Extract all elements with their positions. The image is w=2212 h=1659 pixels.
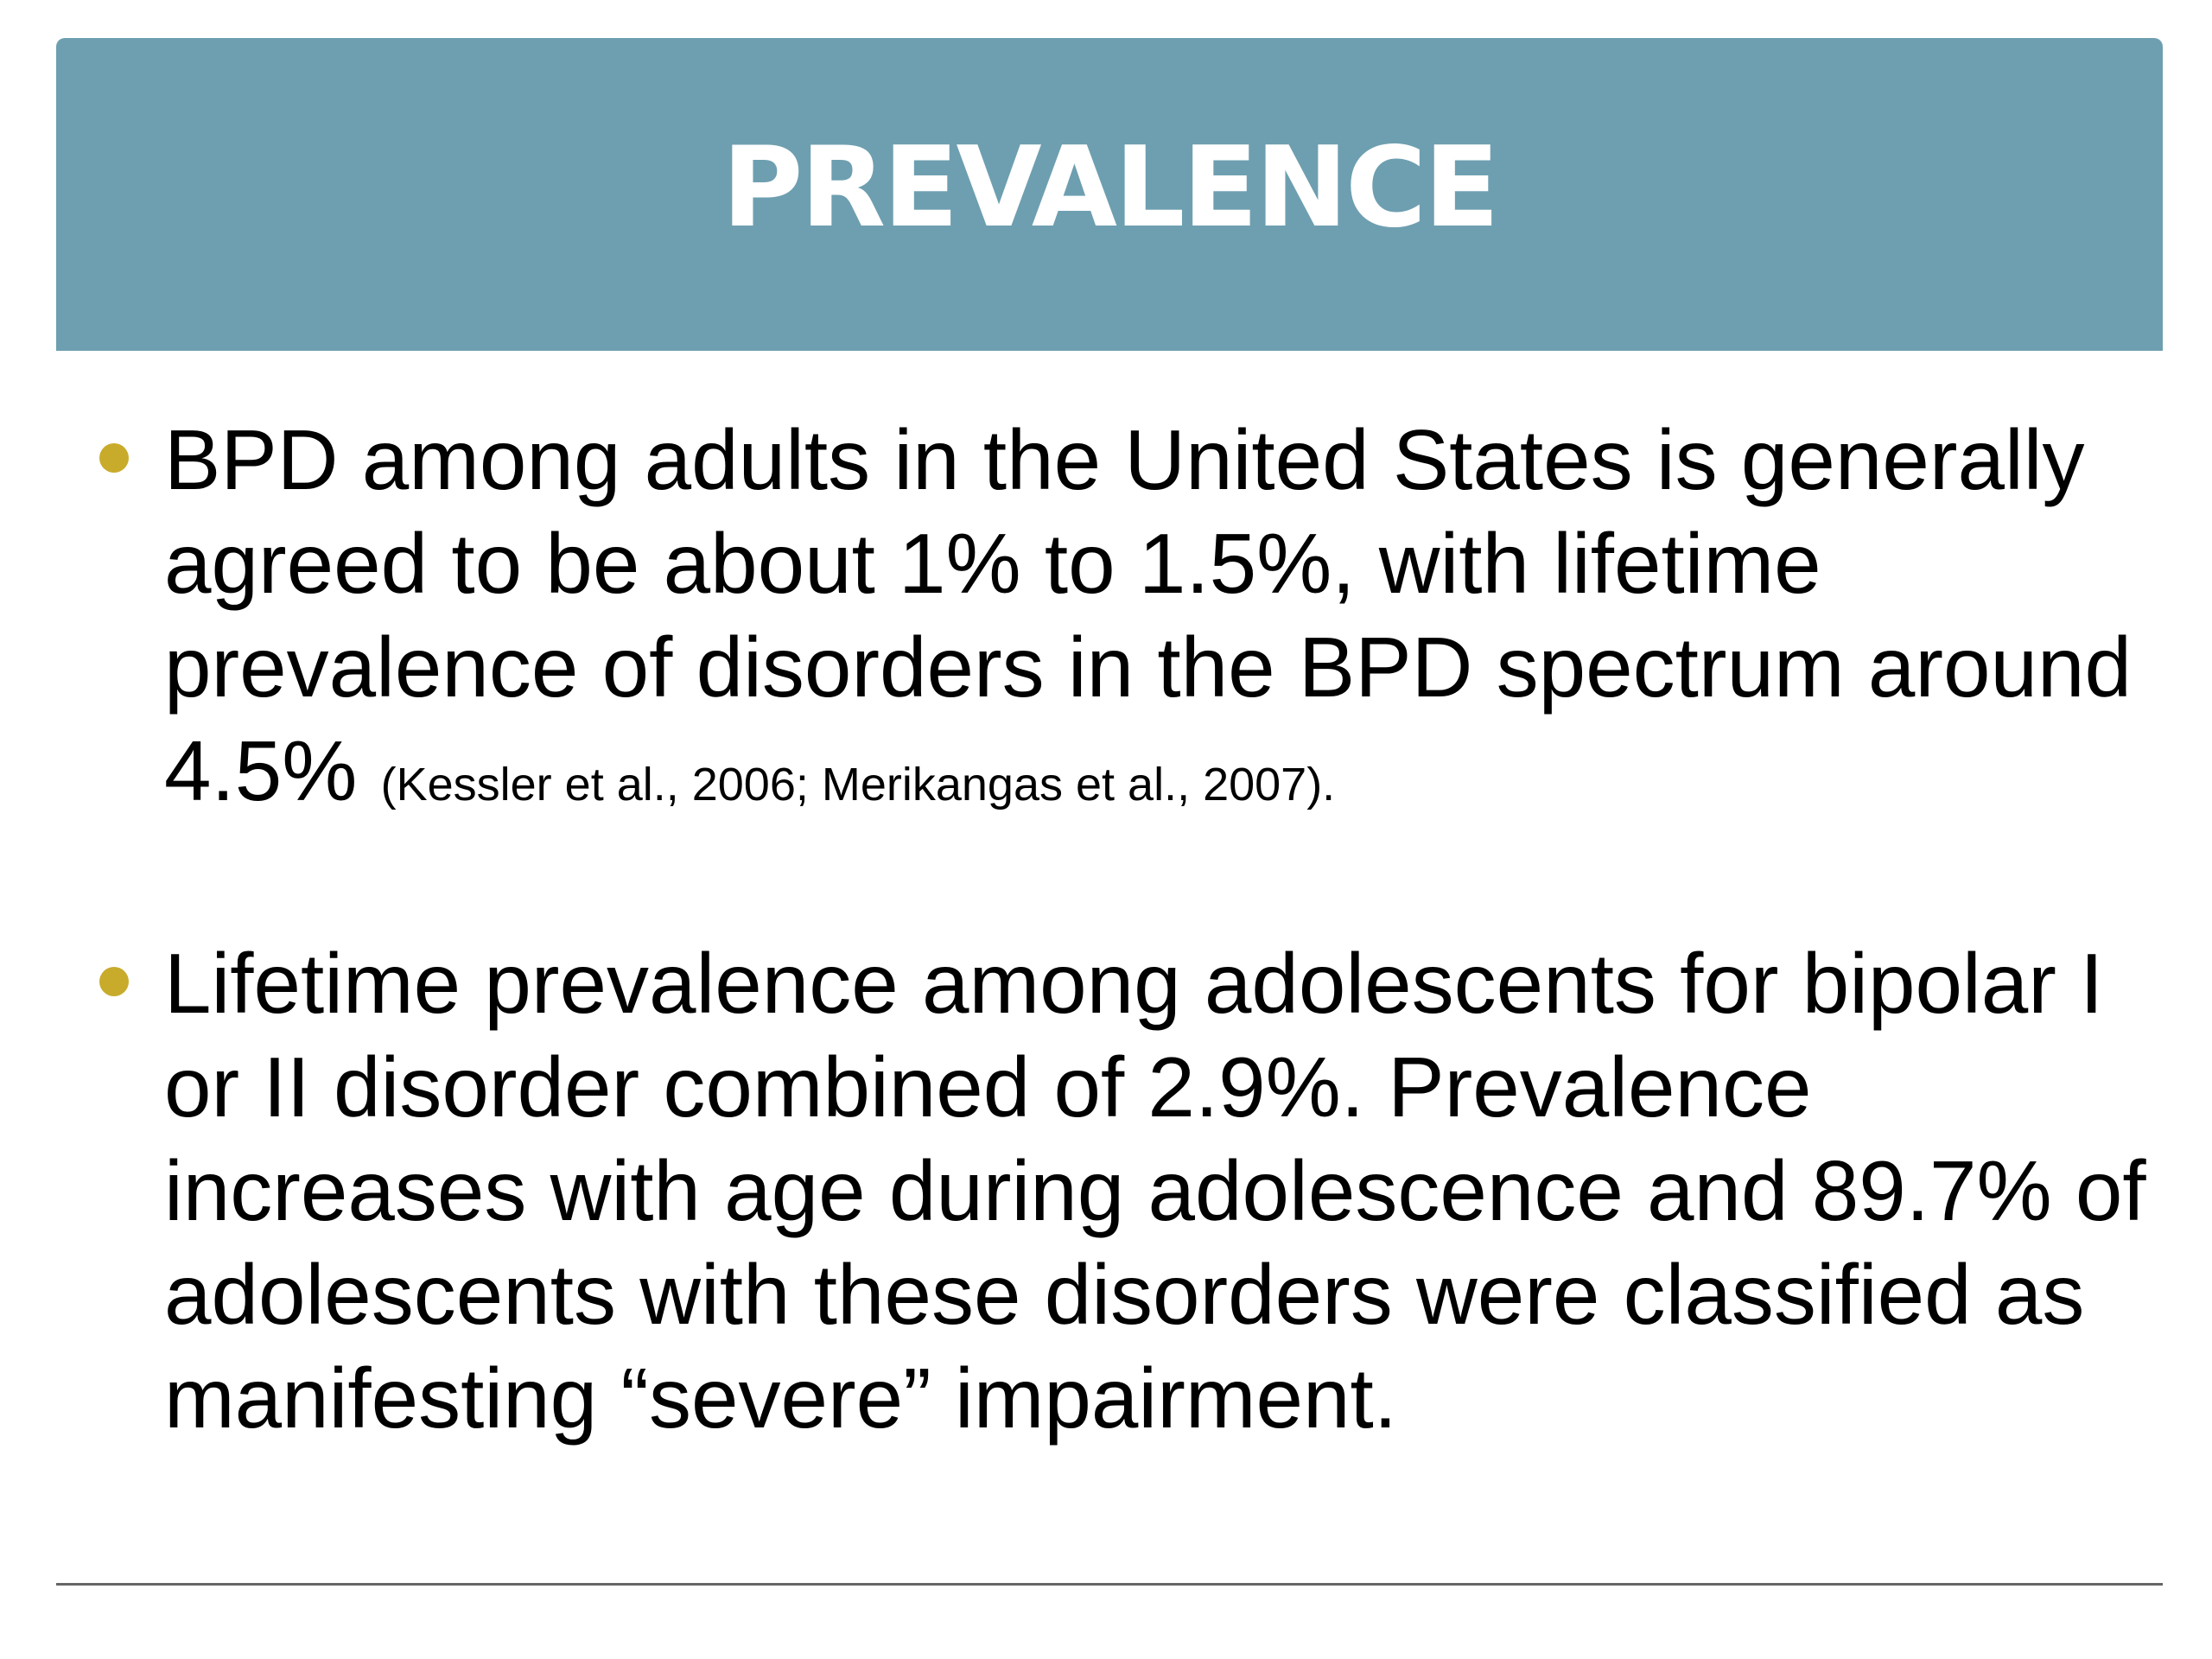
title-banner — [56, 38, 2163, 351]
bullet-citation: (Kessler et al., 2006; Merikangas et al., 2007). — [380, 759, 1336, 810]
slide-title: PREVALENCE — [721, 124, 1497, 252]
bullet-text: Lifetime prevalence among adolescents for bipolar I or II disorder combined of 2.9%. Prevalence increases with age during adolescence and 89.7% of adolescents with these disorders were classified as manifesting “severe” impairment. — [164, 936, 2146, 1446]
bullet-dot-icon — [99, 967, 129, 996]
footer-divider — [56, 1583, 2163, 1586]
bullet-list — [164, 408, 2177, 1545]
bullet-dot-icon — [99, 443, 129, 473]
bullet-item — [164, 408, 2177, 836]
bullet-text: BPD among adults in the United States is generally agreed to be about 1% to 1.5%, with lifetime prevalence of disorders in the BPD spectrum around 4.5% — [164, 412, 2132, 818]
bullet-item — [164, 931, 2177, 1450]
